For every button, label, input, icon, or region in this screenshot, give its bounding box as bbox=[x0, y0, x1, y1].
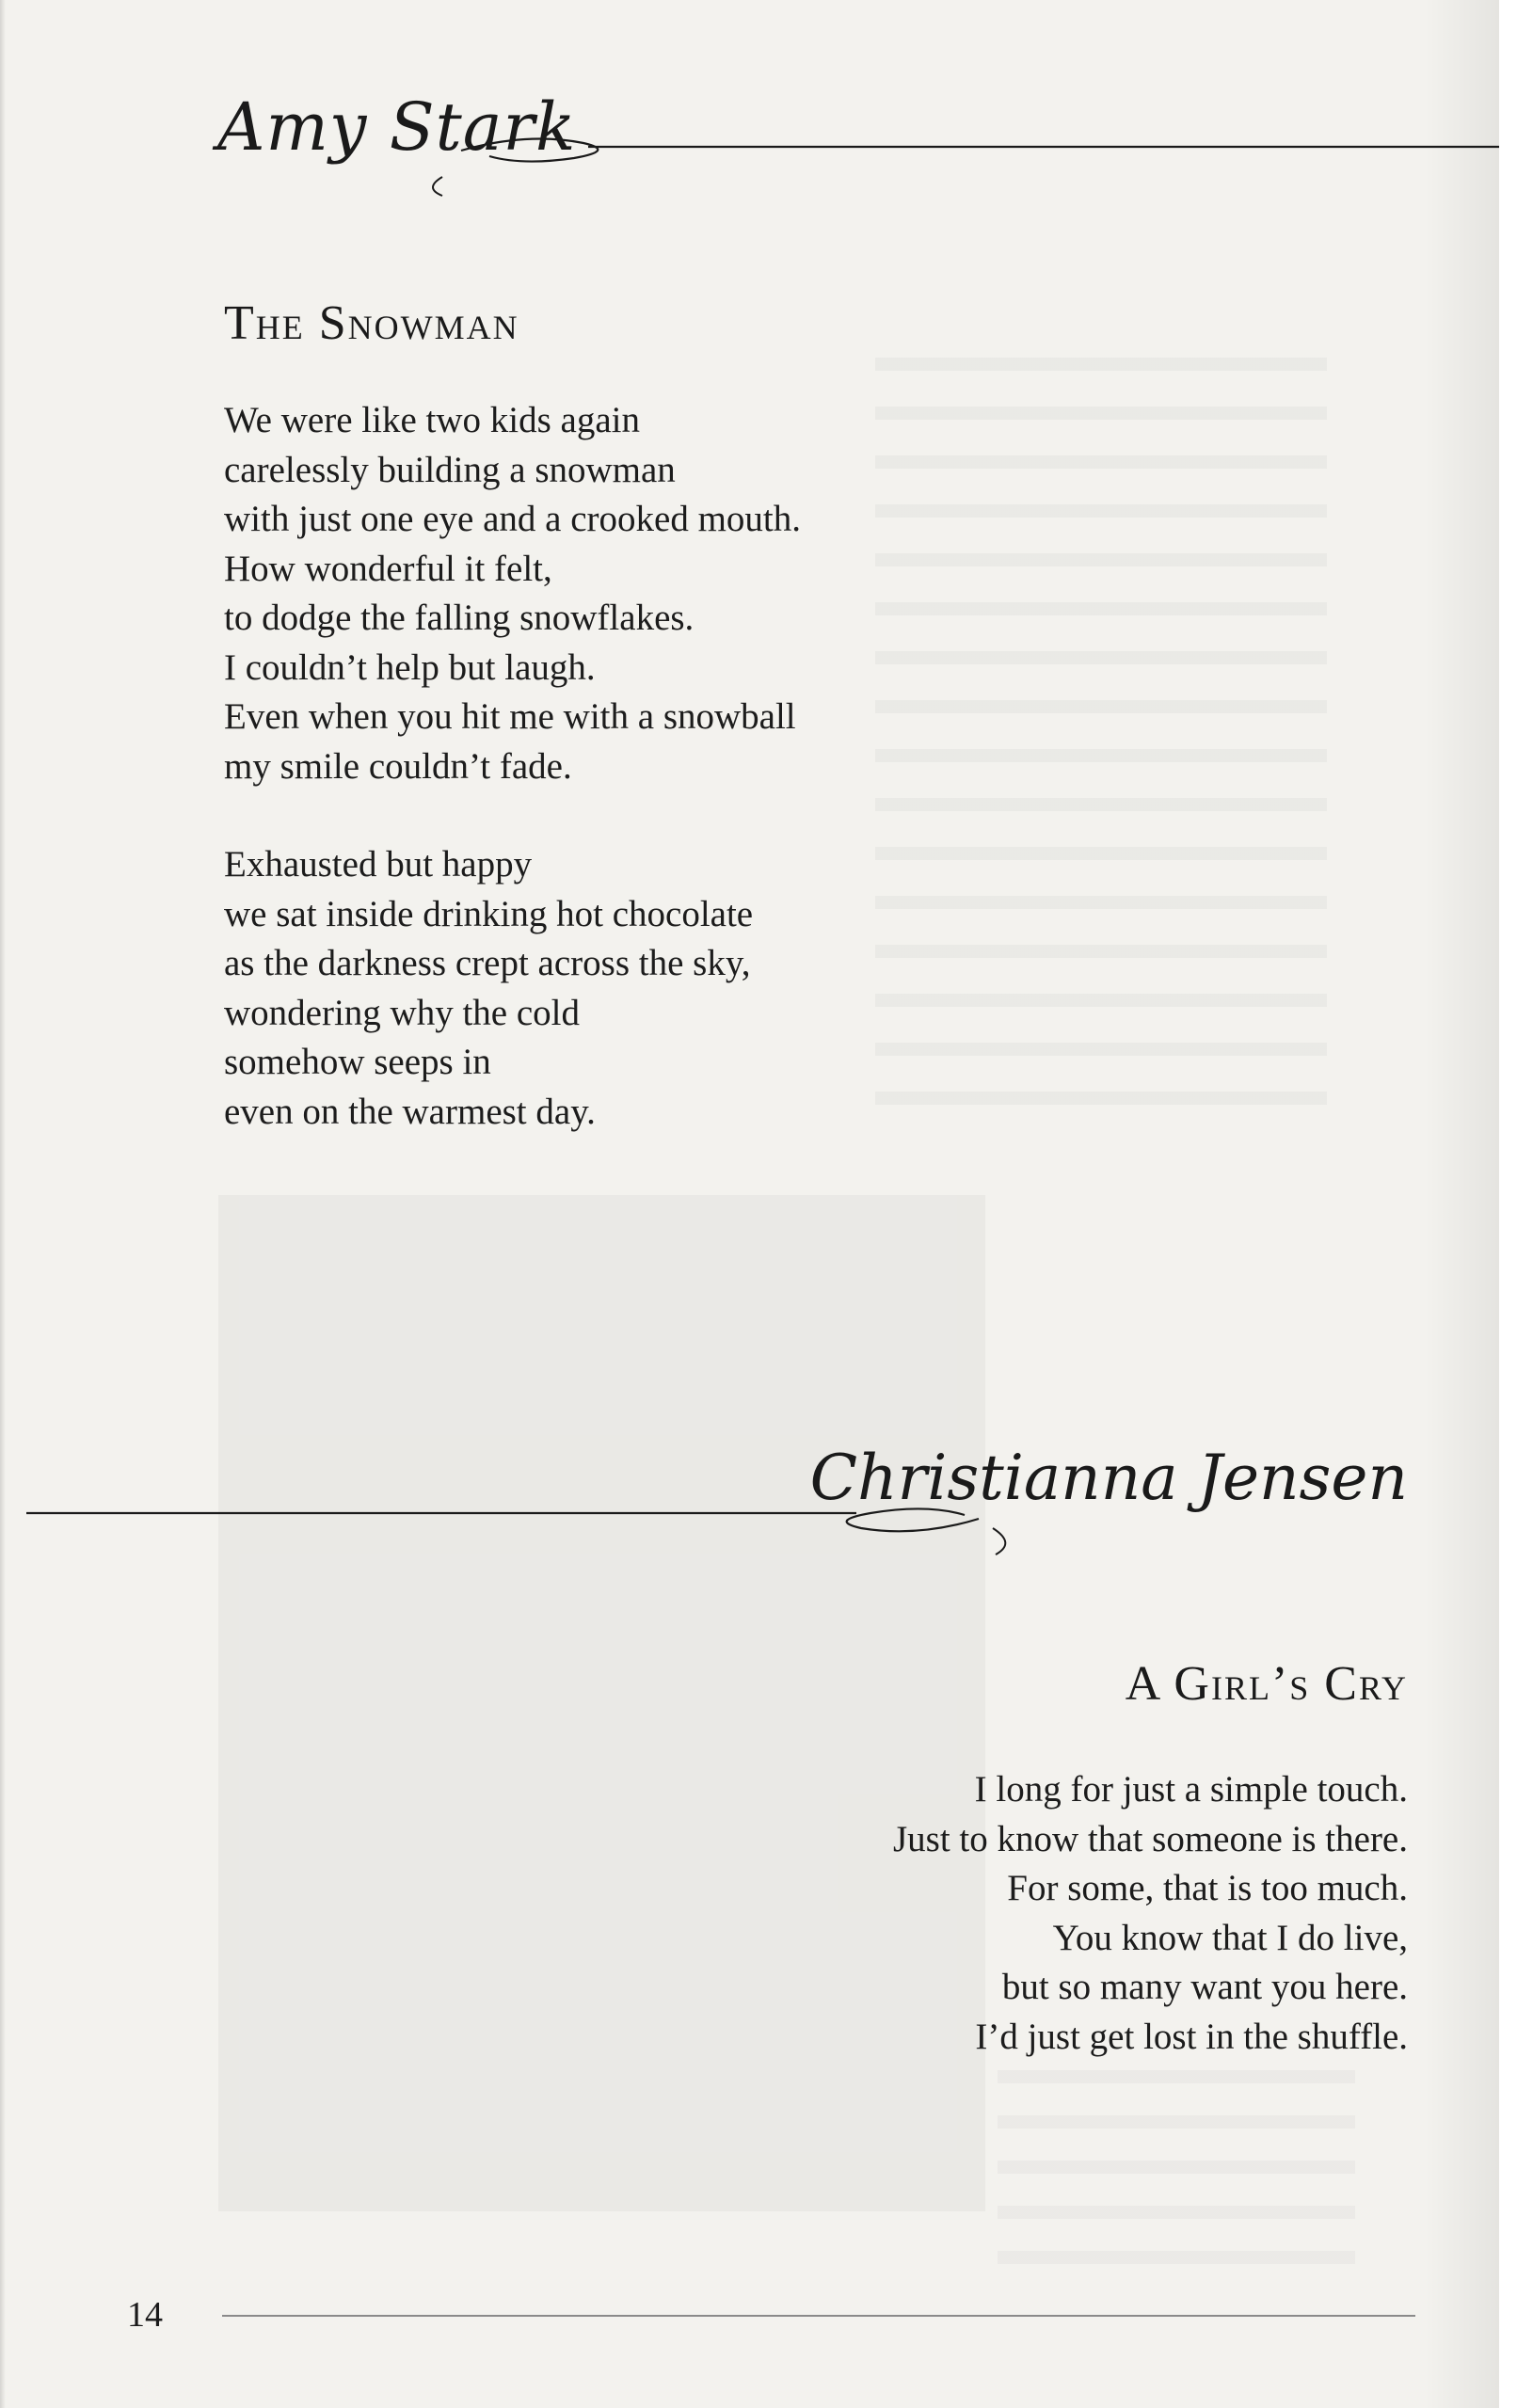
show-through-text-bottom bbox=[998, 2070, 1355, 2287]
poem-line: carelessly building a snowman bbox=[224, 449, 676, 490]
page-number: 14 bbox=[127, 2295, 163, 2335]
binding-edge bbox=[0, 0, 6, 2408]
poem-line: to dodge the falling snowflakes. bbox=[224, 598, 695, 638]
poem-line: We were like two kids again bbox=[224, 400, 640, 440]
poem-line: I’d just get lost in the shuffle. bbox=[975, 2016, 1408, 2057]
poem-stanza bbox=[224, 396, 801, 791]
poem-line: somehow seeps in bbox=[224, 1042, 491, 1082]
poem-title: The Snowman bbox=[224, 296, 519, 350]
poem-line: For some, that is too much. bbox=[1007, 1868, 1408, 1908]
footer-rule bbox=[222, 2315, 1415, 2317]
poem-line: my smile couldn’t fade. bbox=[224, 745, 572, 787]
poem-line: I long for just a simple touch. bbox=[974, 1769, 1408, 1810]
show-through-text bbox=[875, 358, 1327, 1129]
poem-line: wondering why the cold bbox=[224, 992, 581, 1033]
poem-line: I couldn’t help but laugh. bbox=[224, 646, 596, 688]
poem-line: as the darkness crept across the sky, bbox=[224, 943, 751, 983]
poem-line: Just to know that someone is there. bbox=[892, 1818, 1408, 1859]
poem-line: Exhausted but happy bbox=[224, 844, 533, 885]
poem-line: How wonderful it felt, bbox=[224, 548, 552, 589]
poem-title: A Girl’s Cry bbox=[1125, 1657, 1408, 1711]
author-name: Amy Stark bbox=[217, 88, 577, 166]
page-shadow bbox=[1424, 0, 1499, 2408]
page-margin bbox=[1499, 0, 1517, 2408]
poem-stanza bbox=[893, 1765, 1408, 2062]
show-through-photo bbox=[218, 1195, 985, 2211]
poem-stanza bbox=[224, 840, 753, 1137]
poem-line: with just one eye and a crooked mouth. bbox=[224, 499, 802, 539]
poem-line: even on the warmest day. bbox=[224, 1091, 596, 1132]
author-name: Christianna Jensen bbox=[809, 1442, 1408, 1514]
poem-line: You know that I do live, bbox=[1052, 1917, 1408, 1958]
poem-line: we sat inside drinking hot chocolate bbox=[224, 893, 754, 934]
poem-line: Even when you hit me with a snowball bbox=[224, 696, 796, 737]
poem-line: but so many want you here. bbox=[1001, 1967, 1408, 2007]
